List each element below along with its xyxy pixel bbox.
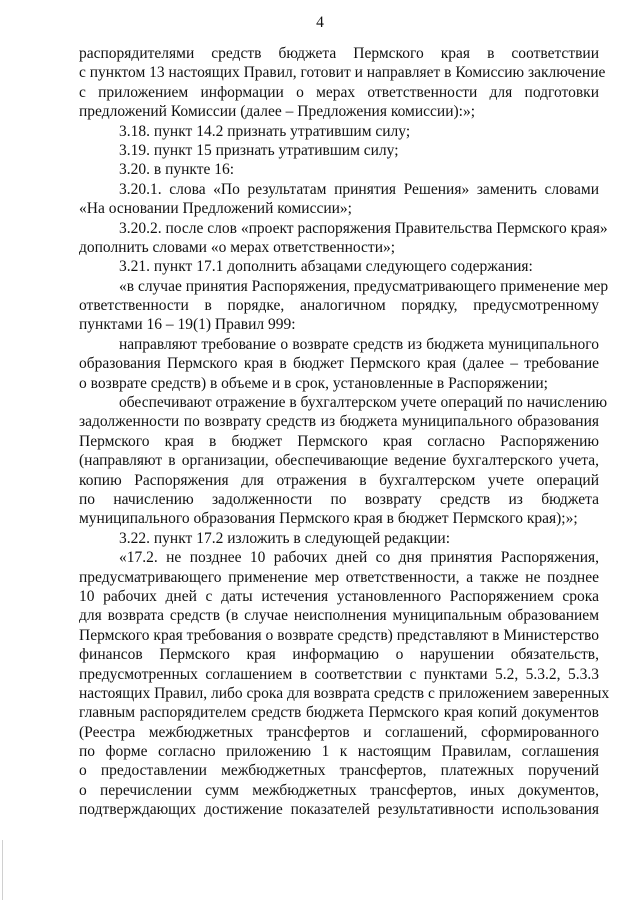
- text-line: распорядителями средств бюджета Пермского края в соответствии: [79, 45, 599, 62]
- text-line: предусматривающего применение мер ответственности, а также не позднее: [79, 568, 599, 586]
- text-line: для возврата средств (в случае неисполнения муниципальным образованием: [79, 607, 599, 625]
- text-line: обеспечивают отражение в бухгалтерском учете операций по начислению: [119, 394, 608, 412]
- text-line: предложений Комиссии (далее – Предложения комиссии):»;: [79, 103, 476, 121]
- text-line: «На основании Предложений комиссии»;: [79, 200, 352, 218]
- text-line: дополнить словами «о мерах ответственности»;: [79, 238, 396, 256]
- text-line: с пунктом 13 настоящих Правил, готовит и направляет в Комиссию заключение: [79, 64, 606, 82]
- text-line: (Реестра межбюджетных трансфертов и соглашений, сформированного: [79, 723, 599, 741]
- text-line: 3.20.1. слова «По результатам принятия Решения» заменить словами: [119, 180, 599, 198]
- text-line: копию Распоряжения для отражения в бухгалтерском учете операций: [79, 471, 599, 489]
- text-line: образования Пермского края в бюджет Пермского края (далее – требование: [79, 355, 599, 373]
- text-line: направляют требование о возврате средств из бюджета муниципального: [119, 335, 599, 353]
- text-line: 3.20. в пункте 16:: [119, 161, 235, 179]
- text-line: ответственности в порядке, аналогичном порядку, предусмотренному: [79, 297, 599, 315]
- text-line: 3.20.2. после слов «проект распоряжения Правительства Пермского края»: [119, 219, 608, 237]
- page-number: 4: [316, 14, 324, 31]
- text-line: финансов Пермского края информацию о нарушении обязательств,: [79, 646, 599, 664]
- text-line: Пермского края требования о возврате средств) представляют в Министерство: [79, 626, 599, 644]
- text-line: о перечислении сумм межбюджетных трансфертов, иных документов,: [79, 781, 599, 799]
- text-line: «в случае принятия Распоряжения, предусматривающего применение мер: [119, 277, 609, 295]
- text-line: задолженности по возврату средств из бюджета муниципального образования: [79, 413, 599, 431]
- text-line: по форме согласно приложению 1 к настоящим Правилам, соглашения: [79, 743, 599, 761]
- text-line: Пермского края в бюджет Пермского края согласно Распоряжению: [79, 432, 599, 450]
- text-line: настоящих Правил, либо срока для возврата средств с приложением заверенных: [79, 684, 610, 702]
- text-line: с приложением информации о мерах ответственности для подготовки: [79, 83, 599, 101]
- text-line: 3.21. пункт 17.1 дополнить абзацами следующего содержания:: [119, 258, 533, 276]
- document-body: [79, 44, 610, 820]
- text-line: предусмотренных соглашением в соответствии с пунктами 5.2, 5.3.2, 5.3.3: [79, 665, 599, 683]
- text-line: 3.19. пункт 15 признать утратившим силу;: [119, 141, 399, 159]
- text-line: 3.22. пункт 17.2 изложить в следующей редакции:: [119, 529, 451, 547]
- text-line: 3.18. пункт 14.2 признать утратившим силу;: [119, 122, 411, 140]
- text-line: «17.2. не позднее 10 рабочих дней со дня принятия Распоряжения,: [119, 549, 599, 567]
- text-line: пунктами 16 – 19(1) Правил 999:: [79, 316, 296, 334]
- text-line: главным распорядителем средств бюджета Пермского края копий документов: [79, 704, 599, 722]
- text-line: (направляют в организации, обеспечивающие ведение бухгалтерского учета,: [79, 452, 599, 470]
- text-line: 10 рабочих дней с даты истечения установленного Распоряжением срока: [79, 587, 599, 605]
- text-line: муниципального образования Пермского края в бюджет Пермского края);»;: [79, 510, 578, 528]
- text-line: подтверждающих достижение показателей результативности использования: [79, 801, 599, 819]
- text-line: о возврате средств) в объеме и в срок, установленные в Распоряжении;: [79, 374, 548, 392]
- text-line: по начислению задолженности по возврату средств из бюджета: [79, 490, 599, 508]
- scan-edge: [2, 840, 3, 900]
- text-line: о предоставлении межбюджетных трансфертов, платежных поручений: [79, 762, 599, 780]
